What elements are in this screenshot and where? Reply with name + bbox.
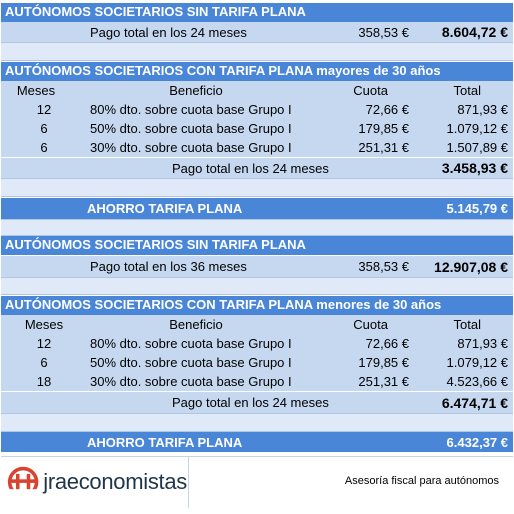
total-cell: 871,93 € [457,102,508,117]
summary-row [1,22,513,42]
brand-name: jraeconomistas [43,469,187,494]
brand-logo[interactable] [7,463,187,501]
total-cell: 871,93 € [457,336,508,351]
summary-row [1,391,513,413]
total-cell: 4.523,66 € [446,374,508,389]
col-header-total: Total [453,83,481,98]
section-title: AUTÓNOMOS SOCIETARIOS CON TARIFA PLANA menores de 30 años [1,296,513,315]
col-header-cuota: Cuota [353,83,388,98]
savings-value: 6.432,37 € [446,434,508,450]
savings-row [1,432,513,452]
col-header-total: Total [453,317,481,332]
summary-row [1,256,513,277]
savings-value: 5.145,79 € [446,201,508,216]
beneficio-cell: 80% dto. sobre cuota base Grupo I [90,336,292,351]
section-title: AUTÓNOMOS SOCIETARIOS CON TARIFA PLANA mayores de 30 años [1,62,513,81]
total-value: 8.604,72 € [441,24,508,40]
cuota-cell: 179,85 € [358,121,409,136]
total-value: 12.907,08 € [434,258,508,275]
cuota-cell: 251,31 € [358,374,409,389]
tagline: Asesoría fiscal para autónomos [344,475,499,487]
meses-cell: 12 [36,102,52,117]
meses-cell: 6 [40,355,48,370]
summary-label: Pago total en los 24 meses [172,395,329,410]
meses-cell: 18 [36,374,52,389]
cuota-cell: 72,66 € [365,102,409,117]
separator-row [1,413,513,432]
table-row [1,100,513,119]
col-header-cuota: Cuota [353,317,388,332]
col-header-beneficio: Beneficio [169,317,223,332]
separator-row [1,219,513,236]
footer-divider [188,457,189,508]
summary-label: Pago total en los 24 meses [172,160,329,176]
total-value: 6.474,71 € [441,394,508,411]
cuota-value: 358,53 € [358,24,409,40]
section-title: AUTÓNOMOS SOCIETARIOS SIN TARIFA PLANA [1,236,513,255]
footer [1,456,513,508]
summary-row [1,157,513,178]
cuota-cell: 72,66 € [365,336,409,351]
separator-row [1,178,513,197]
total-cell: 1.079,12 € [446,355,508,370]
beneficio-cell: 30% dto. sobre cuota base Grupo I [90,374,292,389]
table-row [1,334,513,353]
col-header-beneficio: Beneficio [169,83,223,98]
cuota-value: 358,53 € [358,259,409,274]
meses-cell: 6 [40,121,48,136]
table-row [1,353,513,372]
total-cell: 1.507,89 € [446,140,508,155]
meses-cell: 6 [40,140,48,155]
savings-label: AHORRO TARIFA PLANA [87,434,243,450]
cuota-cell: 251,31 € [358,140,409,155]
table-header-row [1,315,513,334]
cuota-cell: 179,85 € [358,355,409,370]
table-header-row [1,81,513,100]
total-value: 3.458,93 € [441,160,508,176]
table-row [1,119,513,138]
table-row [1,138,513,157]
jra-logo-icon [7,464,39,500]
table-row [1,372,513,391]
col-header-meses: Meses [16,83,56,98]
separator-row [1,277,513,295]
summary-label: Pago total en los 36 meses [90,259,247,274]
total-cell: 1.079,12 € [446,121,508,136]
col-header-meses: Meses [24,317,64,332]
beneficio-cell: 50% dto. sobre cuota base Grupo I [90,121,292,136]
savings-label: AHORRO TARIFA PLANA [87,201,243,216]
summary-label: Pago total en los 24 meses [90,24,247,40]
savings-row [1,198,513,219]
separator-row [1,42,513,61]
section-title: AUTÓNOMOS SOCIETARIOS SIN TARIFA PLANA [1,3,513,22]
beneficio-cell: 50% dto. sobre cuota base Grupo I [90,355,292,370]
beneficio-cell: 80% dto. sobre cuota base Grupo I [90,102,292,117]
meses-cell: 12 [36,336,52,351]
beneficio-cell: 30% dto. sobre cuota base Grupo I [90,140,292,155]
